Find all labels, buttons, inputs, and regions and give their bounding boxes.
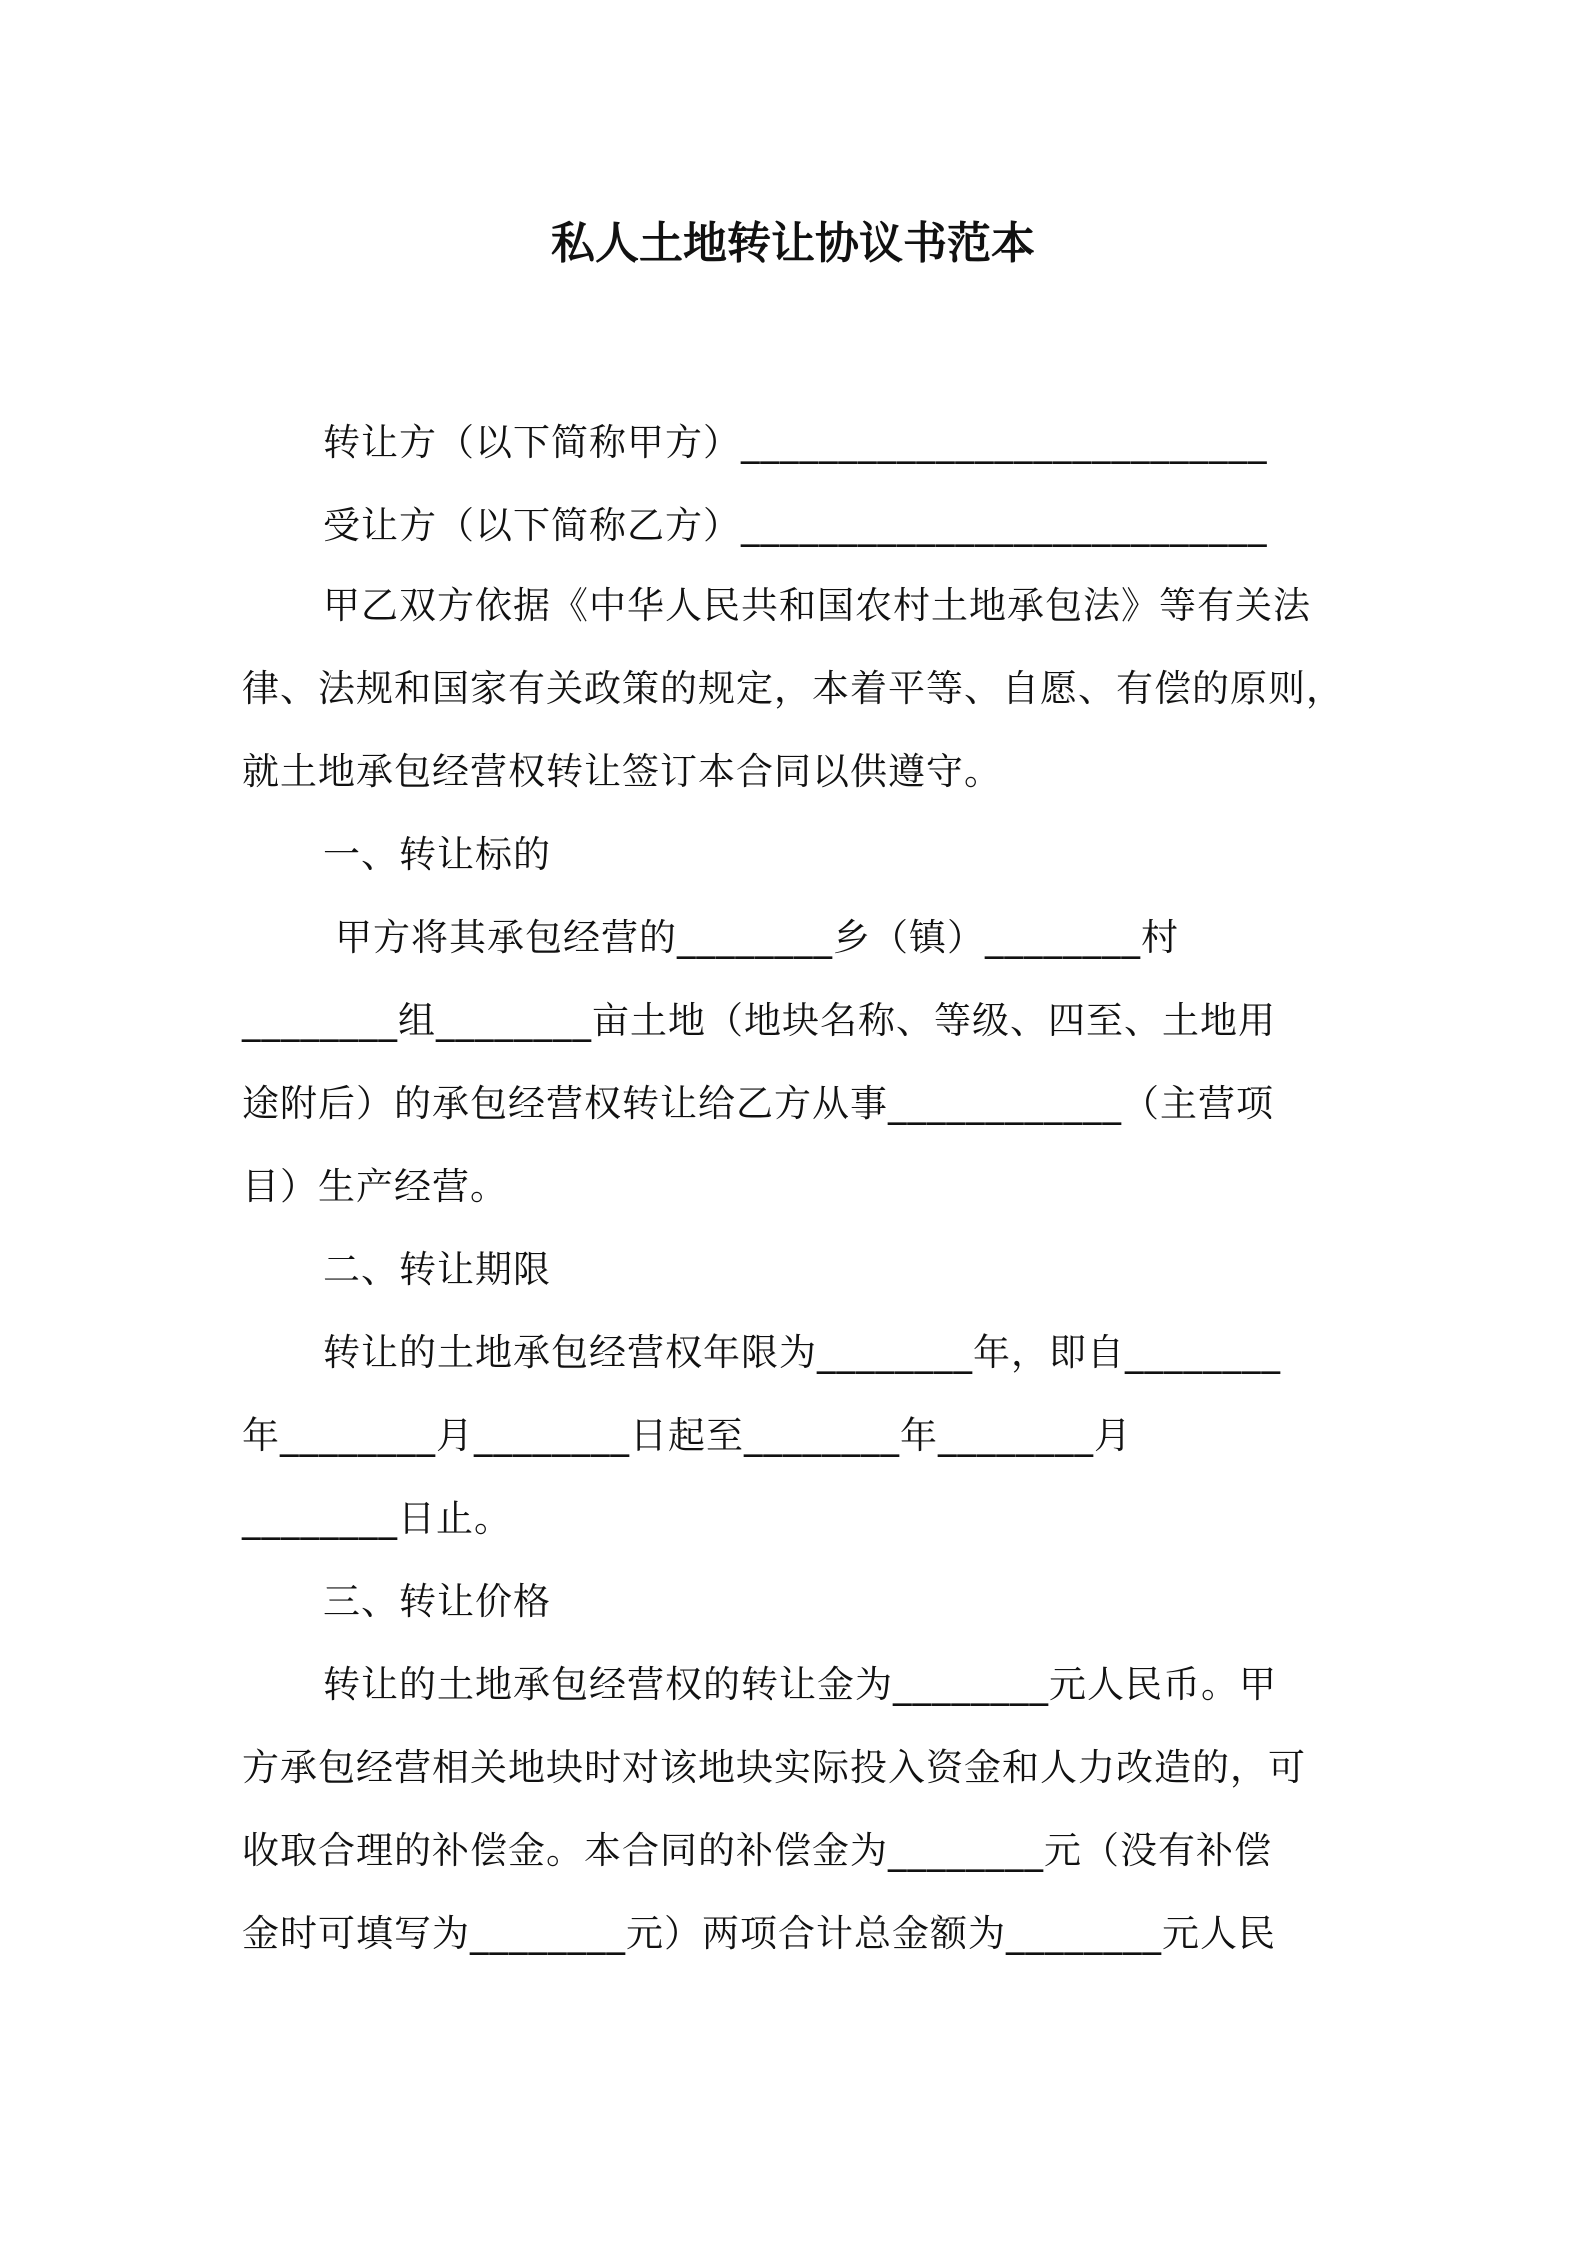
paragraph-line: 律、法规和国家有关政策的规定，本着平等、自愿、有偿的原则， bbox=[242, 667, 1344, 710]
paragraph-line: 方承包经营相关地块时对该地块实际投入资金和人力改造的，可 bbox=[242, 1746, 1306, 1789]
paragraph-line: ________日止。 bbox=[242, 1497, 512, 1540]
paragraph-line: 就土地承包经营权转让签订本合同以供遵守。 bbox=[242, 750, 1002, 793]
paragraph-line: 收取合理的补偿金。本合同的补偿金为________元（没有补偿 bbox=[242, 1829, 1272, 1872]
transferor-line: 转让方（以下简称甲方）___________________________ bbox=[323, 421, 1268, 464]
section-heading: 二、转让期限 bbox=[323, 1248, 551, 1291]
paragraph-line: ________组________亩土地（地块名称、等级、四至、土地用 bbox=[242, 999, 1276, 1042]
transferee-line: 受让方（以下简称乙方）___________________________ bbox=[323, 504, 1268, 547]
paragraph-line: 途附后）的承包经营权转让给乙方从事____________（主营项 bbox=[242, 1082, 1274, 1125]
paragraph-line: 年________月________日起至________年________月 bbox=[242, 1414, 1132, 1457]
paragraph-line: 转让的土地承包经营权年限为________年，即自________ bbox=[323, 1331, 1281, 1374]
paragraph-line: 目）生产经营。 bbox=[242, 1165, 508, 1208]
paragraph-line: 甲方将其承包经营的________乡（镇）________村 bbox=[335, 916, 1179, 959]
paragraph-line: 金时可填写为________元）两项合计总金额为________元人民 bbox=[242, 1912, 1276, 1955]
section-heading: 三、转让价格 bbox=[323, 1580, 551, 1623]
paragraph-line: 甲乙双方依据《中华人民共和国农村土地承包法》等有关法 bbox=[323, 584, 1311, 627]
document-title: 私人土地转让协议书范本 bbox=[551, 218, 1035, 269]
section-heading: 一、转让标的 bbox=[323, 833, 551, 876]
paragraph-line: 转让的土地承包经营权的转让金为________元人民币。甲 bbox=[323, 1663, 1277, 1706]
